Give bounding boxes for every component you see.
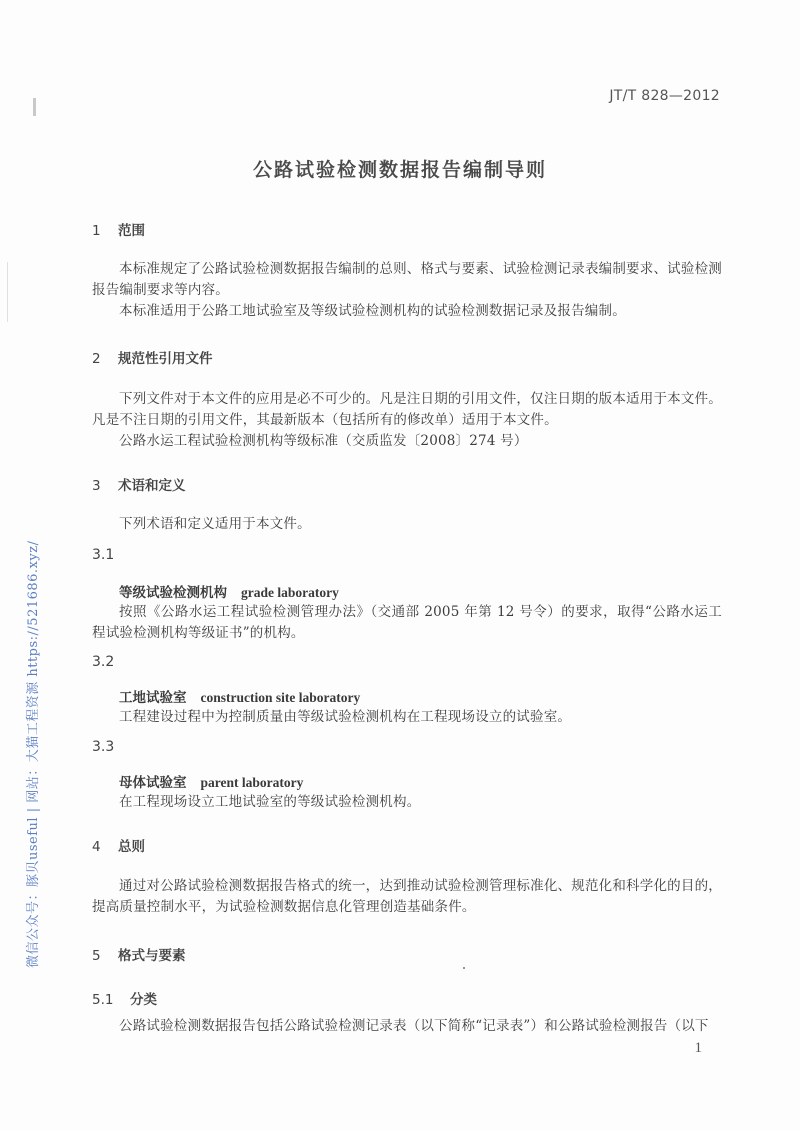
- standard-code: JT/T 828—2012: [609, 88, 720, 104]
- section-3-intro: 下列术语和定义适用于本文件。: [119, 516, 311, 532]
- section-title: 总则: [118, 839, 145, 855]
- section-1-heading: [92, 219, 145, 239]
- clause-number: 3.2: [92, 654, 115, 670]
- term-heading: [119, 771, 303, 791]
- section-3-heading: [92, 474, 186, 494]
- term-heading: [119, 686, 360, 706]
- section-title: 格式与要素: [118, 948, 186, 964]
- section-2-paragraph-2: 公路水运工程试验检测机构等级标准（交质监发〔2008〕274 号）: [119, 433, 528, 449]
- document-title: 公路试验检测数据报告编制导则: [252, 159, 547, 181]
- section-5-heading: [92, 944, 186, 964]
- term-definition: 工程建设过程中为控制质量由等级试验检测机构在工程现场设立的试验室。: [119, 709, 572, 725]
- section-2-heading: [92, 347, 213, 367]
- page-number: 1: [694, 1040, 702, 1056]
- term-definition: 在工程现场设立工地试验室的等级试验检测机构。: [119, 794, 421, 810]
- term-en: parent laboratory: [200, 775, 304, 790]
- section-4-heading: [92, 835, 145, 855]
- term-cn: 母体试验室: [119, 775, 187, 791]
- section-title: 范围: [118, 223, 145, 239]
- term-heading: [119, 581, 339, 601]
- section-1-paragraph-2: 本标准适用于公路工地试验室及等级试验检测机构的试验检测数据记录及报告编制。: [119, 303, 626, 319]
- term-en: grade laboratory: [241, 585, 339, 600]
- subsection-number: 5.1: [92, 992, 114, 1008]
- term-definition: 按照《公路水运工程试验检测管理办法》（交通部 2005 年第 12 号令）的要求，取得“公路水运工程试验检测机构等级证书”的机构。: [92, 604, 722, 641]
- section-number: 1: [92, 223, 101, 239]
- scan-artifact: [7, 262, 8, 322]
- scan-artifact: [33, 98, 36, 116]
- watermark-text: 微信公众号：豚贝useful | 网站：大猫工程资源 https://521686.xyz/: [26, 540, 41, 968]
- term-cn: 等级试验检测机构: [119, 585, 227, 601]
- clause-number: 3.3: [92, 739, 115, 755]
- subsection-5-1-heading: [92, 988, 157, 1008]
- section-number: 4: [92, 839, 101, 855]
- section-2-paragraph-1: 下列文件对于本文件的应用是必不可少的。凡是注日期的引用文件，仅注日期的版本适用于本文件。凡是不注日期的引用文件，其最新版本（包括所有的修改单）适用于本文件。: [92, 391, 722, 428]
- section-number: 2: [92, 351, 101, 367]
- section-title: 规范性引用文件: [118, 351, 213, 367]
- term-cn: 工地试验室: [119, 690, 187, 706]
- section-title: 术语和定义: [118, 478, 186, 494]
- section-number: 5: [92, 948, 101, 964]
- subsection-title: 分类: [130, 992, 157, 1008]
- section-number: 3: [92, 478, 101, 494]
- scan-speck: [463, 967, 465, 969]
- section-1-paragraph-1: 本标准规定了公路试验检测数据报告编制的总则、格式与要素、试验检测记录表编制要求、试验检测报告编制要求等内容。: [92, 261, 722, 298]
- section-4-paragraph-1: 通过对公路试验检测数据报告格式的统一，达到推动试验检测管理标准化、规范化和科学化的目的，提高质量控制水平，为试验检测数据信息化管理创造基础条件。: [92, 878, 722, 915]
- clause-number: 3.1: [92, 547, 115, 563]
- section-5-1-paragraph-1: 公路试验检测数据报告包括公路试验检测记录表（以下简称“记录表”）和公路试验检测报告（以下: [119, 1018, 709, 1034]
- term-en: construction site laboratory: [200, 690, 361, 705]
